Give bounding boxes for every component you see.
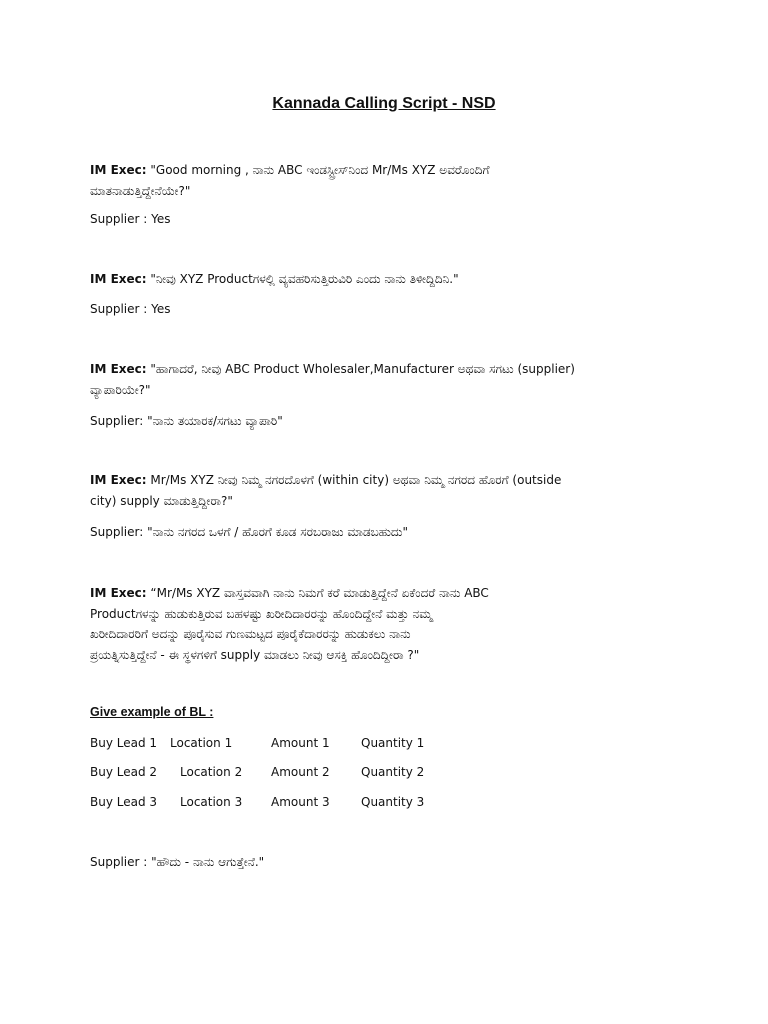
dialogue-text: ಮಾತನಾಡುತ್ತಿದ್ದೇನೆಯೇ?" [90,183,191,198]
buy-lead-quantity: Quantity 1 [361,736,425,750]
dialogue-block-1 [90,160,690,201]
dialogue-line [90,470,690,491]
buy-lead-amount: Amount 3 [271,795,330,809]
dialogue-text: "ನೀವು XYZ Productಗಳಲ್ಲಿ ವ್ಯವಹರಿಸುತ್ತಿರುವಿರಿ ಎಂದು ನಾನು ತಿಳೀದ್ದಿದಿನಿ." [146,272,459,286]
dialogue-line [90,269,690,290]
buy-lead-quantity: Quantity 2 [361,765,425,779]
dialogue-line [90,583,690,604]
dialogue-text: "Good morning , ನಾನು ABC ಇಂಡಸ್ಟ್ರೀಸ್‌ನಿಂದ Mr/Ms XYZ ಅವರೊಂದಿಗೆ [146,163,490,177]
buy-lead-location: Location 2 [180,765,243,779]
dialogue-line [90,160,690,181]
dialogue-text: Mr/Ms XYZ ನೀವು ನಿಮ್ಮ ನಗರದೊಳಗೆ (within city) ಅಥವಾ ನಿಮ್ಮ ನಗರದ ಹೊರಗೆ (outside [146,473,562,487]
page-title: Kannada Calling Script - NSD [272,95,496,112]
supplier-reply-1: Supplier : Yes [90,212,171,226]
speaker-label: IM Exec: [90,586,147,600]
dialogue-block-4 [90,470,690,511]
supplier-reply-2: Supplier : Yes [90,302,171,316]
dialogue-text: ಪ್ರಯತ್ನಿಸುತ್ತಿದ್ದೇನೆ - ಈ ಸ್ಥಳಗಳಿಗೆ supply ಮಾಡಲು ನೀವು ಆಸಕ್ತಿ ಹೊಂದಿದ್ದೀರಾ ?" [90,647,420,662]
buy-lead-amount: Amount 1 [271,736,330,750]
supplier-reply-3: Supplier: "ನಾನು ತಯಾರಕ/ಸಗಟು ವ್ಯಾಪಾರಿ" [90,414,283,428]
supplier-reply-4: Supplier: "ನಾನು ನಗರದ ಒಳಗೆ / ಹೊರಗೆ ಕೂಡ ಸರಬರಾಜು ಮಾಡಬಹುದು" [90,525,408,539]
buy-lead-row [90,792,690,812]
dialogue-text: “Mr/Ms XYZ ವಾಸ್ತವವಾಗಿ ನಾನು ನಿಮಗೆ ಕರೆ ಮಾಡುತ್ತಿದ್ದೇನೆ ಏಕೆಂದರೆ ನಾನು ABC [146,586,489,600]
buy-lead-location: Location 3 [180,795,243,809]
buy-lead-quantity: Quantity 3 [361,795,425,809]
dialogue-text: Productಗಳನ್ನು ಹುಡುಕುತ್ತಿರುವ ಬಹಳಷ್ಟು ಖರೀದಿದಾರರನ್ನು ಹೊಂದಿದ್ದೇನೆ ಮತ್ತು ನಮ್ಮ [90,606,433,621]
supplier-closing-reply: Supplier : "ಹೌದು - ನಾನು ಆಗುತ್ತೇನೆ." [90,855,265,869]
dialogue-text: ವ್ಯಾಪಾರಿಯೇ?" [90,382,151,397]
speaker-label: IM Exec: [90,362,147,376]
dialogue-text: "ಹಾಗಾದರೆ, ನೀವು ABC Product Wholesaler,Manufacturer ಅಥವಾ ಸಗಟು (supplier) [146,362,575,376]
buy-lead-row [90,733,690,753]
buy-lead-name: Buy Lead 2 [90,765,158,779]
buy-lead-location: Location 1 [170,736,233,750]
dialogue-block-2 [90,269,690,290]
dialogue-block-5 [90,583,690,665]
buy-lead-amount: Amount 2 [271,765,330,779]
buy-lead-name: Buy Lead 3 [90,795,158,809]
speaker-label: IM Exec: [90,163,147,177]
buy-lead-name: Buy Lead 1 [90,736,158,750]
dialogue-line [90,359,690,380]
speaker-label: IM Exec: [90,272,147,286]
buy-lead-heading: Give example of BL : [90,705,214,719]
speaker-label: IM Exec: [90,473,147,487]
buy-lead-row [90,762,690,782]
dialogue-text: ಖರೀದಿದಾರರಿಗೆ ಅದನ್ನು ಪೂರೈಸುವ ಗುಣಮಟ್ಟದ ಪೂರೈಕೆದಾರರನ್ನು ಹುಡುಕಲು ನಾನು [90,627,411,641]
dialogue-text: city) supply ಮಾಡುತ್ತಿದ್ದೀರಾ?" [90,493,233,508]
dialogue-block-3 [90,359,690,400]
